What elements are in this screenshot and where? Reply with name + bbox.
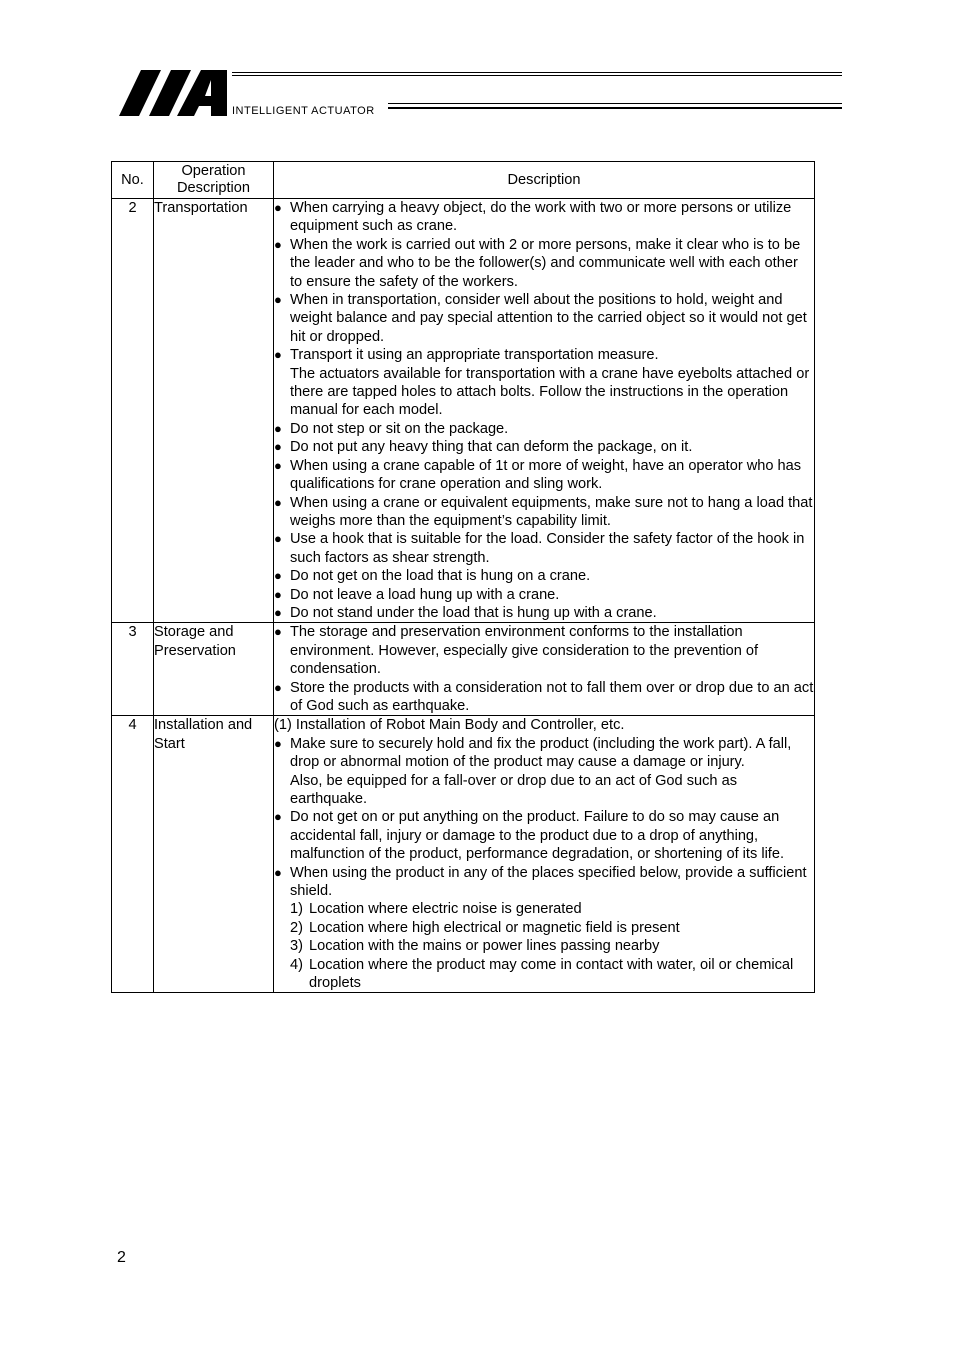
bullet-item — [274, 808, 814, 863]
item-text: Location where the product may come in contact with water, oil or chemical droplets — [309, 956, 794, 992]
bullet-marker: ● — [274, 568, 282, 584]
bullet-marker: ● — [274, 809, 282, 825]
bullet-item — [274, 346, 814, 364]
table-body — [112, 199, 815, 993]
row-number: 4 — [112, 716, 154, 993]
row-description — [274, 199, 815, 623]
bullet-marker: ● — [274, 420, 282, 436]
item-text: Do not get on the load that is hung on a crane. — [290, 568, 591, 585]
bullet-item — [274, 420, 814, 438]
row-operation: Installation and Start — [154, 716, 274, 993]
row-description — [274, 716, 815, 993]
bullet-marker: ● — [274, 531, 282, 547]
item-text: When the work is carried out with 2 or more persons, make it clear who is to be the leader and who to be the follower(s) and communicate well with each other to ensure the safety of the workers. — [290, 236, 801, 290]
iai-logo — [117, 68, 233, 118]
safety-table — [111, 161, 815, 993]
bullet-item — [274, 457, 814, 494]
row-number: 3 — [112, 623, 154, 716]
bullet-item — [274, 864, 814, 901]
table-row — [112, 623, 815, 716]
bullet-marker: ● — [274, 604, 282, 620]
bullet-marker: ● — [274, 236, 282, 252]
item-text: When using a crane or equivalent equipments, make sure not to hang a load that weighs more than the equipment’s capability limit. — [290, 494, 813, 529]
bullet-item — [274, 530, 814, 567]
brand-text: INTELLIGENT ACTUATOR — [232, 105, 375, 117]
bullet-item — [274, 679, 814, 716]
bullet-item — [274, 236, 814, 291]
table-header-row — [112, 162, 815, 199]
item-text: When in transportation, consider well about the positions to hold, weight and weight balance and pay special attention to the carried object so it would not get hit or dropped. — [290, 292, 807, 345]
row-description — [274, 623, 815, 716]
header-no: No. — [112, 162, 154, 199]
item-number: 4) — [290, 956, 303, 973]
bullet-item — [274, 199, 814, 236]
bullet-item — [274, 604, 814, 622]
bullet-marker: ● — [274, 494, 282, 510]
item-number: 2) — [290, 919, 303, 936]
bullet-marker: ● — [274, 864, 282, 880]
bullet-marker: ● — [274, 457, 282, 473]
item-text: Location where high electrical or magnetic field is present — [309, 919, 680, 936]
item-text: Location with the mains or power lines passing nearby — [309, 938, 660, 955]
item-text: Do not put any heavy thing that can deform the package, on it. — [290, 439, 693, 456]
bullet-marker: ● — [274, 347, 282, 363]
header-rule-bottom-1 — [388, 103, 842, 104]
continuation-text: The actuators available for transportation with a crane have eyebolts attached or there are tapped holes to attach bolts. Follow the instructions in the operation manual for each model. — [290, 365, 810, 419]
row-number: 2 — [112, 199, 154, 623]
item-text: When using a crane capable of 1t or more of weight, have an operator who has qualifications for crane operation and sling work. — [290, 457, 802, 493]
section-heading: (1) Installation of Robot Main Body and Controller, etc. — [274, 717, 625, 734]
header-rule-top-1 — [232, 72, 842, 73]
table-row — [112, 716, 815, 993]
bullet-item — [274, 567, 814, 585]
bullet-marker: ● — [274, 200, 282, 215]
bullet-item — [274, 586, 814, 604]
header-operation-text: Operation Description — [177, 163, 250, 196]
header-description: Description — [274, 162, 815, 199]
item-text: Location where electric noise is generated — [309, 901, 582, 918]
numbered-item — [274, 937, 814, 955]
item-text: Store the products with a consideration not to fall them over or drop due to an act of God such as earthquake. — [290, 679, 814, 714]
bullet-item — [274, 438, 814, 456]
row-operation: Storage and Preservation — [154, 623, 274, 716]
item-text: Do not stand under the load that is hung up with a crane. — [290, 604, 657, 621]
item-text: The storage and preservation environment conforms to the installation environment. However, especially give consideration to the prevention of condensation. — [290, 624, 759, 678]
item-text: When carrying a heavy object, do the work with two or more persons or utilize equipment such as crane. — [290, 200, 792, 235]
bullet-marker: ● — [274, 586, 282, 602]
bullet-item — [274, 291, 814, 346]
bullet-marker: ● — [274, 735, 282, 751]
bullet-marker: ● — [274, 624, 282, 640]
table-row — [112, 199, 815, 623]
page-number: 2 — [117, 1249, 126, 1266]
item-number: 3) — [290, 938, 303, 955]
item-text: Do not step or sit on the package. — [290, 420, 509, 437]
header-operation — [154, 162, 274, 199]
bullet-item — [274, 494, 814, 531]
header-rule-top-2 — [232, 75, 842, 76]
bullet-item — [274, 623, 814, 678]
item-text: Make sure to securely hold and fix the product (including the work part). A fall, drop or abnormal motion of the product may cause a damage or injury. — [290, 735, 792, 771]
item-text: Do not leave a load hung up with a crane. — [290, 586, 560, 603]
continuation-text: Also, be equipped for a fall-over or drop due to an act of God such as earthquake. — [290, 772, 738, 807]
header-rule-bottom-2 — [388, 107, 842, 109]
item-text: Use a hook that is suitable for the load. Consider the safety factor of the hook in such factors as shear strength. — [290, 531, 805, 566]
numbered-item — [274, 956, 814, 993]
bullet-marker: ● — [274, 679, 282, 695]
bullet-item — [274, 735, 814, 772]
item-text: When using the product in any of the places specified below, provide a sufficient shield. — [290, 864, 807, 900]
numbered-item — [274, 900, 814, 918]
item-text: Transport it using an appropriate transportation measure. — [290, 347, 659, 364]
numbered-item — [274, 919, 814, 937]
item-number: 1) — [290, 901, 303, 918]
row-operation: Transportation — [154, 199, 274, 623]
item-text: Do not get on or put anything on the product. Failure to do so may cause an accidental fall, injury or damage to the product due to a drop of anything, malfunction of the product, performance degradation, or shortening of its life. — [290, 809, 785, 863]
bullet-marker: ● — [274, 439, 282, 455]
bullet-marker: ● — [274, 292, 282, 308]
